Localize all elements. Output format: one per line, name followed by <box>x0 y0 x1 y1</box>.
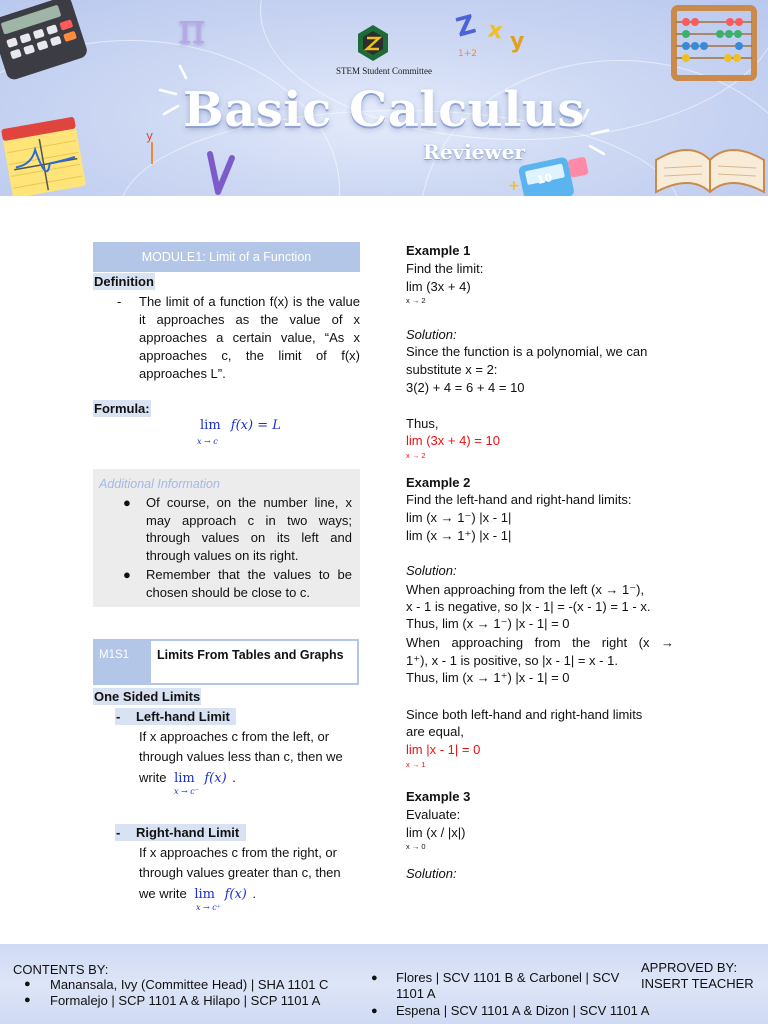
example-3-solution-label: Solution: <box>406 866 457 881</box>
svg-text:y: y <box>146 129 154 143</box>
formula <box>200 418 281 433</box>
right-hand-text-2: through values greater than c, then <box>139 865 341 880</box>
definition-heading: Definition <box>94 274 154 289</box>
bullet-icon: ● <box>371 972 378 984</box>
right-hand-write <box>139 884 256 905</box>
bullet-icon: ● <box>24 994 31 1006</box>
right-hand-expr: f(x) <box>224 887 247 902</box>
header-banner <box>0 0 768 196</box>
section-tag: M1S1 <box>93 639 149 685</box>
example-3-subscript: x → 0 <box>406 842 426 851</box>
example-2-solution-5: 1⁺), x - 1 is positive, so |x - 1| = x - 1. <box>406 653 618 668</box>
left-hand-text-2: through values less than c, then we <box>139 749 343 764</box>
bullet-icon: ● <box>123 495 131 510</box>
formula-subscript: x → c <box>197 437 218 446</box>
left-hand-subscript: x → c⁻ <box>174 787 200 796</box>
formula-expression: f(x) = L <box>230 418 281 433</box>
page-title: Basic Calculus <box>183 82 585 138</box>
svg-text:10: 10 <box>535 171 554 187</box>
formula-heading: Formula: <box>94 401 150 416</box>
example-1-solution-label: Solution: <box>406 327 457 342</box>
example-2-answer-subscript: x → 1 <box>406 760 426 769</box>
definition-dash: - <box>117 294 122 309</box>
example-3-prompt: Evaluate: <box>406 807 461 822</box>
one-sided-heading: One Sided Limits <box>94 689 201 704</box>
example-1-thus: Thus, <box>406 416 439 431</box>
approved-by-label: APPROVED BY: <box>641 960 738 975</box>
example-1-line-2: substitute x = 2: <box>406 362 498 377</box>
example-2-solution-6: Thus, lim (x → 1⁺) |x - 1| = 0 <box>406 670 570 685</box>
right-hand-dash: - <box>116 825 121 840</box>
example-2-heading: Example 2 <box>406 475 471 490</box>
example-1-answer: lim (3x + 4) = 10 <box>406 433 500 448</box>
example-1-line-3: 3(2) + 4 = 6 + 4 = 10 <box>406 380 525 395</box>
right-hand-heading: Right-hand Limit <box>135 825 240 840</box>
contributor-line-1: Manansala, Ivy (Committee Head) | SHA 1101 C <box>50 977 329 992</box>
right-hand-subscript: x → c⁺ <box>196 903 222 912</box>
footer <box>0 944 768 1024</box>
example-2-solution-label: Solution: <box>406 563 457 578</box>
left-hand-write <box>139 768 236 789</box>
example-1-line-1: Since the function is a polynomial, we can <box>406 344 648 359</box>
approver-name: INSERT TEACHER <box>641 976 754 991</box>
contributor-line-3: Flores | SCV 1101 B & Carbonel | SCV 1101 A <box>396 970 620 1001</box>
left-hand-expr: f(x) <box>204 771 227 786</box>
left-hand-lim: lim <box>174 771 195 786</box>
section-title: Limits From Tables and Graphs <box>149 639 359 685</box>
committee-logo <box>356 24 390 62</box>
pi-symbol: π <box>178 4 206 53</box>
example-1-answer-subscript: x → 2 <box>406 451 426 460</box>
example-2-solution-8: are equal, <box>406 724 464 739</box>
bullet-icon: ● <box>371 1005 378 1017</box>
left-hand-dash: - <box>116 709 121 724</box>
xyz-letters-icon <box>448 4 544 64</box>
contributor-line-4: Espena | SCV 1101 A & Dizon | SCV 1101 A <box>396 1003 650 1018</box>
example-2-answer: lim |x - 1| = 0 <box>406 742 481 757</box>
left-hand-heading: Left-hand Limit <box>135 709 230 724</box>
example-2-expression-right: lim (x → 1⁺) |x - 1| <box>406 528 512 543</box>
right-hand-text-1: If x approaches c from the right, or <box>139 845 337 860</box>
formula-lim: lim <box>200 418 221 433</box>
example-1-heading: Example 1 <box>406 243 471 258</box>
example-1-prompt: Find the limit: <box>406 261 484 276</box>
right-hand-period: . <box>252 886 257 901</box>
svg-text:1+2: 1+2 <box>458 49 477 59</box>
example-3-expression: lim (x / |x|) <box>406 825 466 840</box>
left-hand-text-1: If x approaches c from the left, or <box>139 729 330 744</box>
right-hand-lim: lim <box>194 887 215 902</box>
left-hand-period: . <box>232 770 236 785</box>
example-2-solution-4: When approaching from the right (x → <box>406 635 674 650</box>
example-2-solution-7: Since both left-hand and right-hand limits <box>406 707 643 722</box>
bullet-icon: ● <box>24 978 31 990</box>
example-2-solution-1: When approaching from the left (x → 1⁻), <box>406 582 645 597</box>
example-2-prompt: Find the left-hand and right-hand limits: <box>406 492 632 507</box>
example-2-expression-left: lim (x → 1⁻) |x - 1| <box>406 510 512 525</box>
example-2-solution-2: x - 1 is negative, so |x - 1| = -(x - 1) = 1 - x. <box>406 599 651 614</box>
example-2-solution-3: Thus, lim (x → 1⁻) |x - 1| = 0 <box>406 616 570 631</box>
right-hand-write-label: we write <box>139 886 187 901</box>
left-hand-heading-bar <box>115 708 236 725</box>
svg-text:x: x <box>486 17 505 45</box>
info-bullet-1: Of course, on the number line, x may approach c in two ways; through values on its left and through values on its right. <box>146 495 352 563</box>
bullet-icon: ● <box>123 567 131 582</box>
contributor-line-2: Formalejo | SCP 1101 A & Hilapo | SCP 1101 A <box>50 993 321 1008</box>
module-title-box: MODULE1: Limit of a Function <box>93 242 360 272</box>
svg-text:+: + <box>508 178 520 194</box>
example-1-subscript: x → 2 <box>406 296 426 305</box>
right-hand-heading-bar <box>115 824 246 841</box>
contents-by-label: CONTENTS BY: <box>13 962 109 977</box>
example-1-expression: lim (3x + 4) <box>406 279 471 294</box>
example-3-heading: Example 3 <box>406 789 471 804</box>
info-bullet-2: Remember that the values to be chosen should be close to c. <box>146 567 352 600</box>
additional-info-title: Additional Information <box>99 477 220 491</box>
svg-text:Z: Z <box>453 9 480 44</box>
page-subtitle: Reviewer <box>423 140 525 164</box>
committee-name: STEM Student Committee <box>336 66 432 76</box>
definition-text: The limit of a function f(x) is the value it approaches as the value of x approaches a certain value, “As x approaches c, the limit of f(x) approaches L”. <box>139 294 360 381</box>
left-hand-write-label: write <box>139 770 167 785</box>
svg-text:y: y <box>510 29 525 54</box>
